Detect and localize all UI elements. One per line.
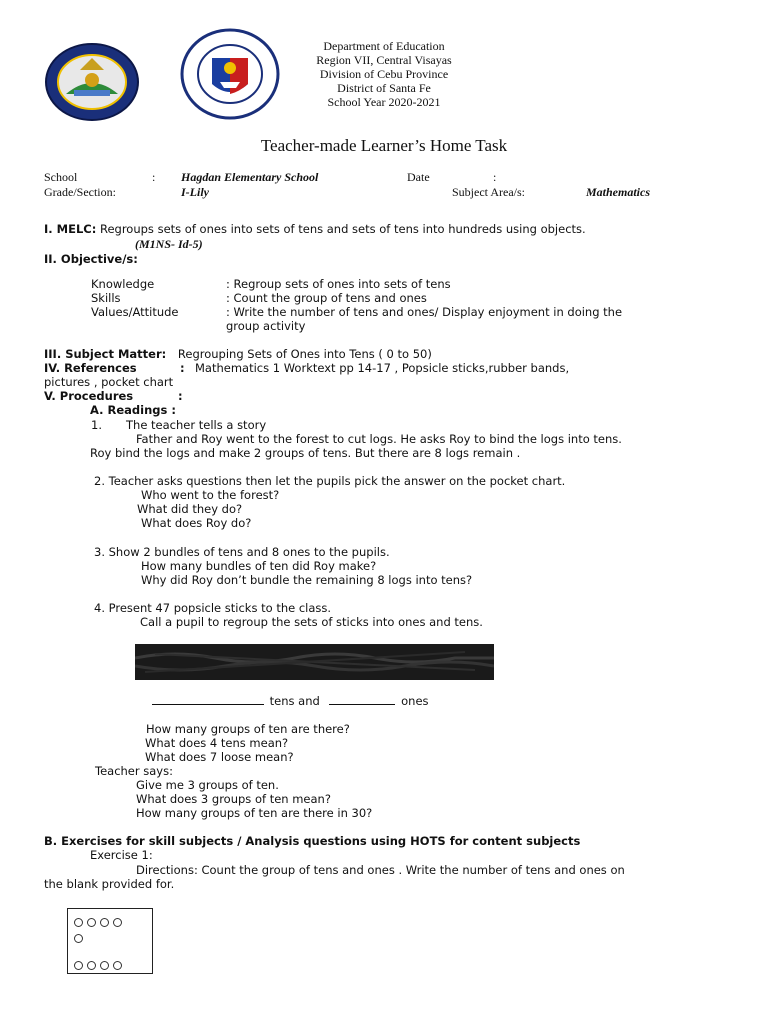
teacher-says: Teacher says: [95, 764, 173, 778]
objective-value-values: : Write the number of tens and ones/ Display enjoyment in doing the [226, 305, 623, 319]
step3-question: How many bundles of ten did Roy make? [141, 559, 377, 573]
readings-label: A. Readings : [90, 403, 176, 417]
step4-text: 4. Present 47 popsicle sticks to the class. [94, 601, 332, 615]
melc-line [44, 222, 586, 236]
step1-number: 1. [91, 418, 102, 432]
subject-value: Mathematics [586, 185, 651, 199]
header-line-division: Division of Cebu Province [319, 67, 449, 81]
subject-matter-label: III. Subject Matter: [44, 347, 167, 361]
objective-continuation: group activity [226, 319, 306, 333]
smiley-icon [100, 918, 109, 927]
smiley-icon [74, 918, 83, 927]
objective-value-skills: : Count the group of tens and ones [226, 291, 427, 305]
smiley-icon [87, 918, 96, 927]
teacher-line: How many groups of ten are there in 30? [136, 806, 373, 820]
smiley-icon [74, 961, 83, 970]
header-line-department: Department of Education [323, 39, 445, 53]
story-line-1: Father and Roy went to the forest to cut logs. He asks Roy to bind the logs into tens. [136, 432, 622, 446]
subject-label: Subject Area/s: [452, 185, 525, 199]
story-line-2: Roy bind the logs and make 2 groups of tens. But there are 8 logs remain . [90, 446, 521, 460]
step4-question: How many groups of ten are there? [146, 722, 350, 736]
teacher-line: What does 3 groups of ten mean? [136, 792, 331, 806]
header-line-region: Region VII, Central Visayas [316, 53, 452, 67]
step1-title: The teacher tells a story [126, 418, 267, 432]
step4-question: What does 7 loose mean? [145, 750, 294, 764]
step2-text: 2. Teacher asks questions then let the pupils pick the answer on the pocket chart. [94, 474, 566, 488]
tens-and-text: tens and [269, 694, 320, 708]
smiley-icon [74, 934, 83, 943]
melc-text: Regroups sets of ones into sets of tens and sets of tens into hundreds using objects. [96, 222, 586, 236]
references-text-2: pictures , pocket chart [44, 375, 174, 389]
procedures-colon: : [178, 389, 183, 403]
grade-label: Grade/Section: [44, 185, 116, 199]
references-text: Mathematics 1 Worktext pp 14-17 , Popsicle sticks,rubber bands, [195, 361, 570, 375]
ones-text: ones [401, 694, 429, 708]
directions-line-2: the blank provided for. [44, 877, 175, 891]
date-colon: : [493, 170, 497, 184]
references-label: IV. References [44, 361, 137, 375]
objective-value-knowledge: : Regroup sets of ones into sets of tens [226, 277, 451, 291]
popsicle-sticks-image [135, 644, 494, 680]
header-line-school-year: School Year 2020-2021 [327, 95, 441, 109]
step4-question: What does 4 tens mean? [145, 736, 289, 750]
step3-question: Why did Roy don’t bundle the remaining 8 logs into tens? [141, 573, 473, 587]
smiley-icon [87, 961, 96, 970]
smiley-icon [100, 961, 109, 970]
ones-blank[interactable] [329, 694, 395, 705]
step2-question: What does Roy do? [141, 516, 252, 530]
melc-code: (M1NS- Id-5) [135, 237, 203, 251]
tens-ones-blank-line [152, 694, 429, 708]
page-title: Teacher-made Learner’s Home Task [260, 136, 508, 155]
subject-matter-text: Regrouping Sets of Ones into Tens ( 0 to 50) [177, 347, 432, 361]
exercises-heading: B. Exercises for skill subjects / Analysis questions using HOTS for content subjects [44, 834, 581, 848]
tens-blank[interactable] [152, 694, 264, 705]
division-of-cebu-logo [44, 42, 140, 122]
school-label: School [44, 170, 78, 184]
header-line-district: District of Santa Fe [337, 81, 431, 95]
step2-question: What did they do? [137, 502, 243, 516]
exercise-box [67, 908, 153, 974]
step4-line-2: Call a pupil to regroup the sets of sticks into ones and tens. [140, 615, 483, 629]
references-colon: : [180, 361, 185, 375]
melc-label: I. MELC: [44, 222, 97, 236]
objective-label-values: Values/Attitude [91, 305, 179, 319]
teacher-line: Give me 3 groups of ten. [136, 778, 279, 792]
step3-text: 3. Show 2 bundles of tens and 8 ones to the pupils. [94, 545, 390, 559]
school-value: Hagdan Elementary School [181, 170, 319, 184]
exercise-1-label: Exercise 1: [90, 848, 153, 862]
directions-line-1: Directions: Count the group of tens and ones . Write the number of tens and ones on [136, 863, 625, 877]
objective-label-knowledge: Knowledge [91, 277, 155, 291]
objectives-heading: II. Objective/s: [44, 252, 138, 266]
subject-matter-line [44, 347, 432, 361]
smiley-icon [113, 961, 122, 970]
smiley-icon [113, 918, 122, 927]
date-label: Date [407, 170, 430, 184]
step2-question: Who went to the forest? [141, 488, 280, 502]
objective-label-skills: Skills [91, 291, 121, 305]
school-colon: : [152, 170, 156, 184]
grade-value: I-Lily [181, 185, 209, 199]
procedures-label: V. Procedures [44, 389, 134, 403]
